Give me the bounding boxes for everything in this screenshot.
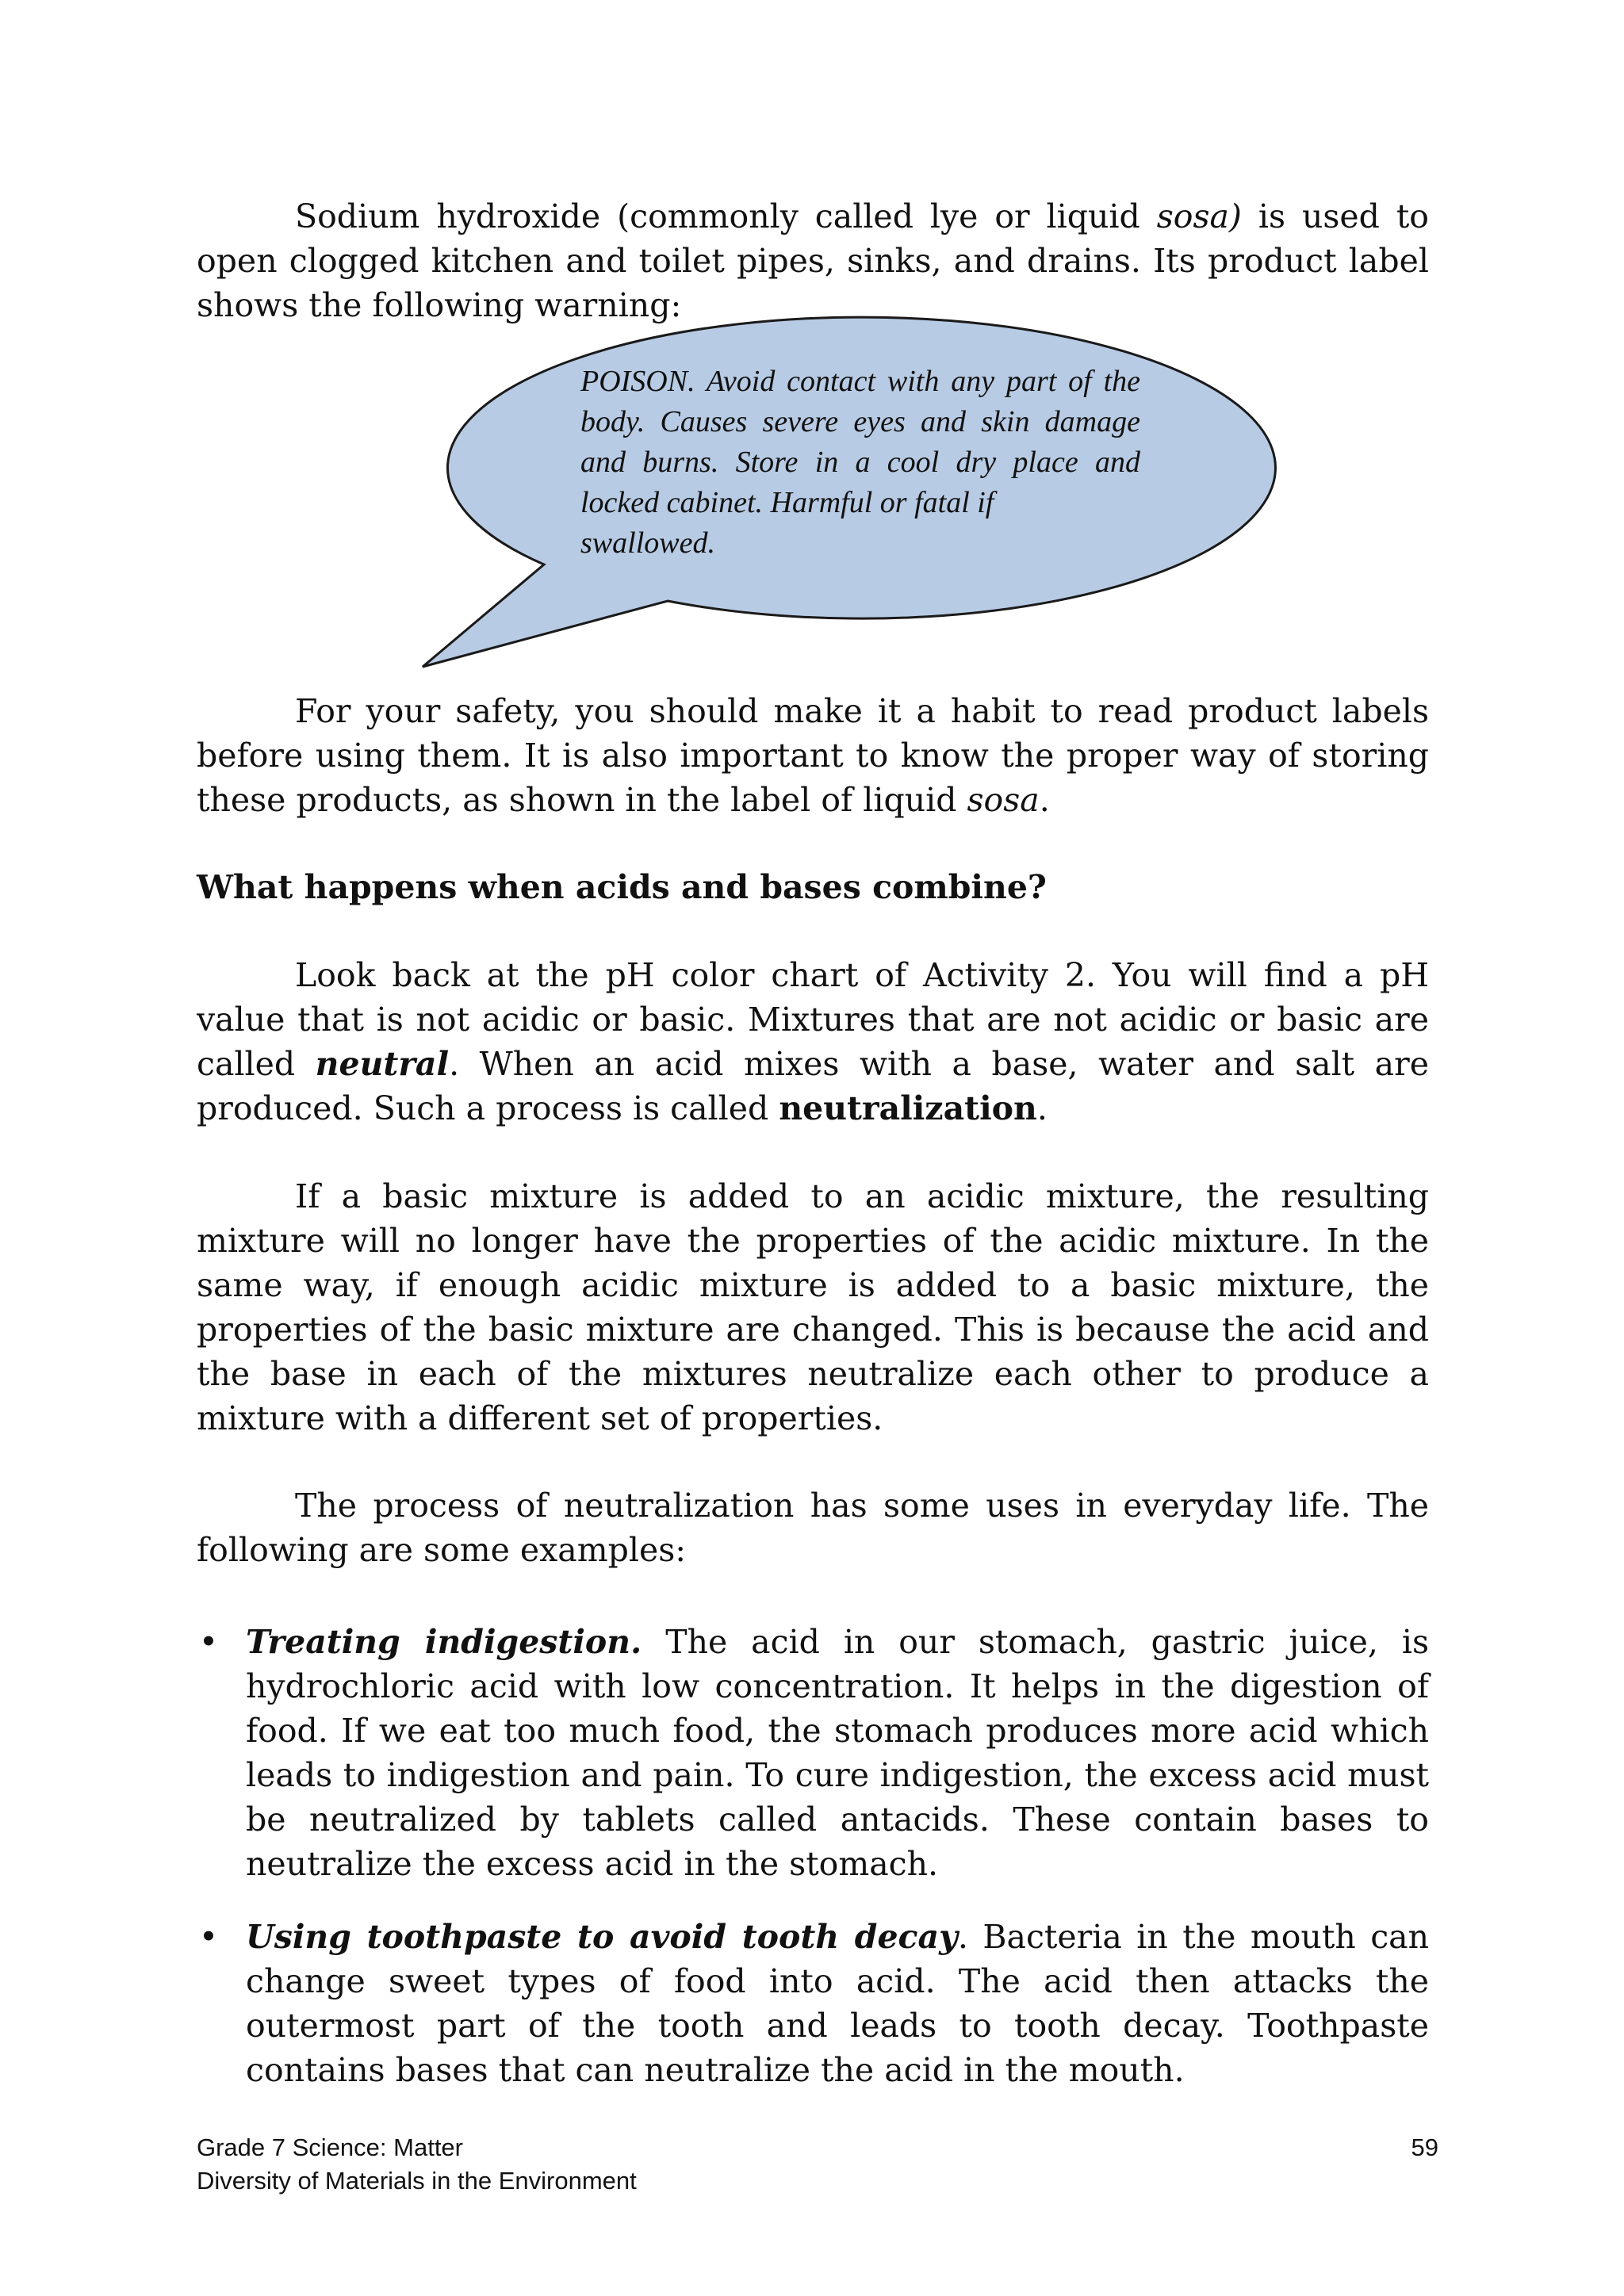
intro-text-a: Sodium hydroxide (commonly called lye or liquid	[295, 197, 1157, 235]
example-body: . Bacteria in the mouth can change sweet types of food into acid. The acid then attacks the outermost part of the tooth and leads to tooth decay. Toothpaste contains bases that can neutralize the acid in the mouth.	[246, 1918, 1429, 2089]
section-heading: What happens when acids and bases combine?	[197, 868, 1047, 906]
safety-paragraph	[197, 689, 1429, 822]
uses-paragraph: The process of neutralization has some uses in everyday life. The following are some examples:	[197, 1487, 1429, 1569]
example-title: Using toothpaste to avoid tooth decay	[246, 1918, 958, 1956]
neutral-paragraph	[197, 953, 1429, 1131]
neutral-text-b: . When an acid mixes with a base, water and salt are produced. Such a process is called	[197, 1045, 1429, 1127]
warning-text-main: POISON. Avoid contact with any part of the body. Causes severe eyes and skin damage and burns. Store in a cool dry place and locked cabinet. Harmful or fatal if	[580, 365, 1140, 519]
safety-text: For your safety, you should make it a habit to read product labels before using them. It is also important to know the proper way of storing these products, as shown in the label of liquid	[197, 692, 1429, 819]
example-title: Treating indigestion.	[246, 1623, 642, 1661]
safety-end: .	[1039, 781, 1050, 819]
intro-text-b: is used to open clogged kitchen and toilet pipes, sinks, and drains. Its product label shows the following warning:	[197, 197, 1429, 324]
warning-speech-bubble	[0, 0, 1624, 714]
footer-unit: Diversity of Materials in the Environment	[197, 2167, 637, 2195]
warning-text-end: swallowed.	[580, 526, 715, 560]
neutral-term: neutral	[315, 1045, 450, 1083]
intro-sosa: sosa)	[1156, 197, 1242, 235]
footer-course: Grade 7 Science: Matter	[197, 2133, 463, 2161]
mixture-paragraph: If a basic mixture is added to an acidic mixture, the resulting mixture will no longer have the properties of the acidic mixture. In the same way, if enough acidic mixture is added to a basic mixture, the properties of the basic mixture are changed. This is because the acid and the base in each of the mixtures neutralize each other to produce a mixture with a different set of properties.	[197, 1177, 1429, 1437]
bullet-icon: •	[198, 1918, 219, 1956]
warning-label-text	[580, 362, 1140, 564]
list-item	[197, 1915, 1429, 2092]
examples-list	[197, 1620, 1429, 2092]
safety-sosa: sosa	[967, 781, 1040, 819]
neutral-text-end: .	[1036, 1089, 1048, 1127]
page-footer	[197, 2131, 1438, 2198]
neutralization-term: neutralization	[779, 1089, 1037, 1127]
bullet-icon: •	[198, 1623, 219, 1661]
list-item	[197, 1620, 1429, 1886]
neutral-text-a: Look back at the pH color chart of Activity 2. You will find a pH value that is not acidic or basic. Mixtures that are not acidic or basic are called	[197, 956, 1429, 1083]
page-number: 59	[1411, 2133, 1438, 2161]
example-body: The acid in our stomach, gastric juice, is hydrochloric acid with low concentration. It helps in the digestion of food. If we eat too much food, the stomach produces more acid which leads to indigestion and pain. To cure indigestion, the excess acid must be neutralized by tablets called antacids. These contain bases to neutralize the excess acid in the stomach.	[246, 1623, 1429, 1883]
